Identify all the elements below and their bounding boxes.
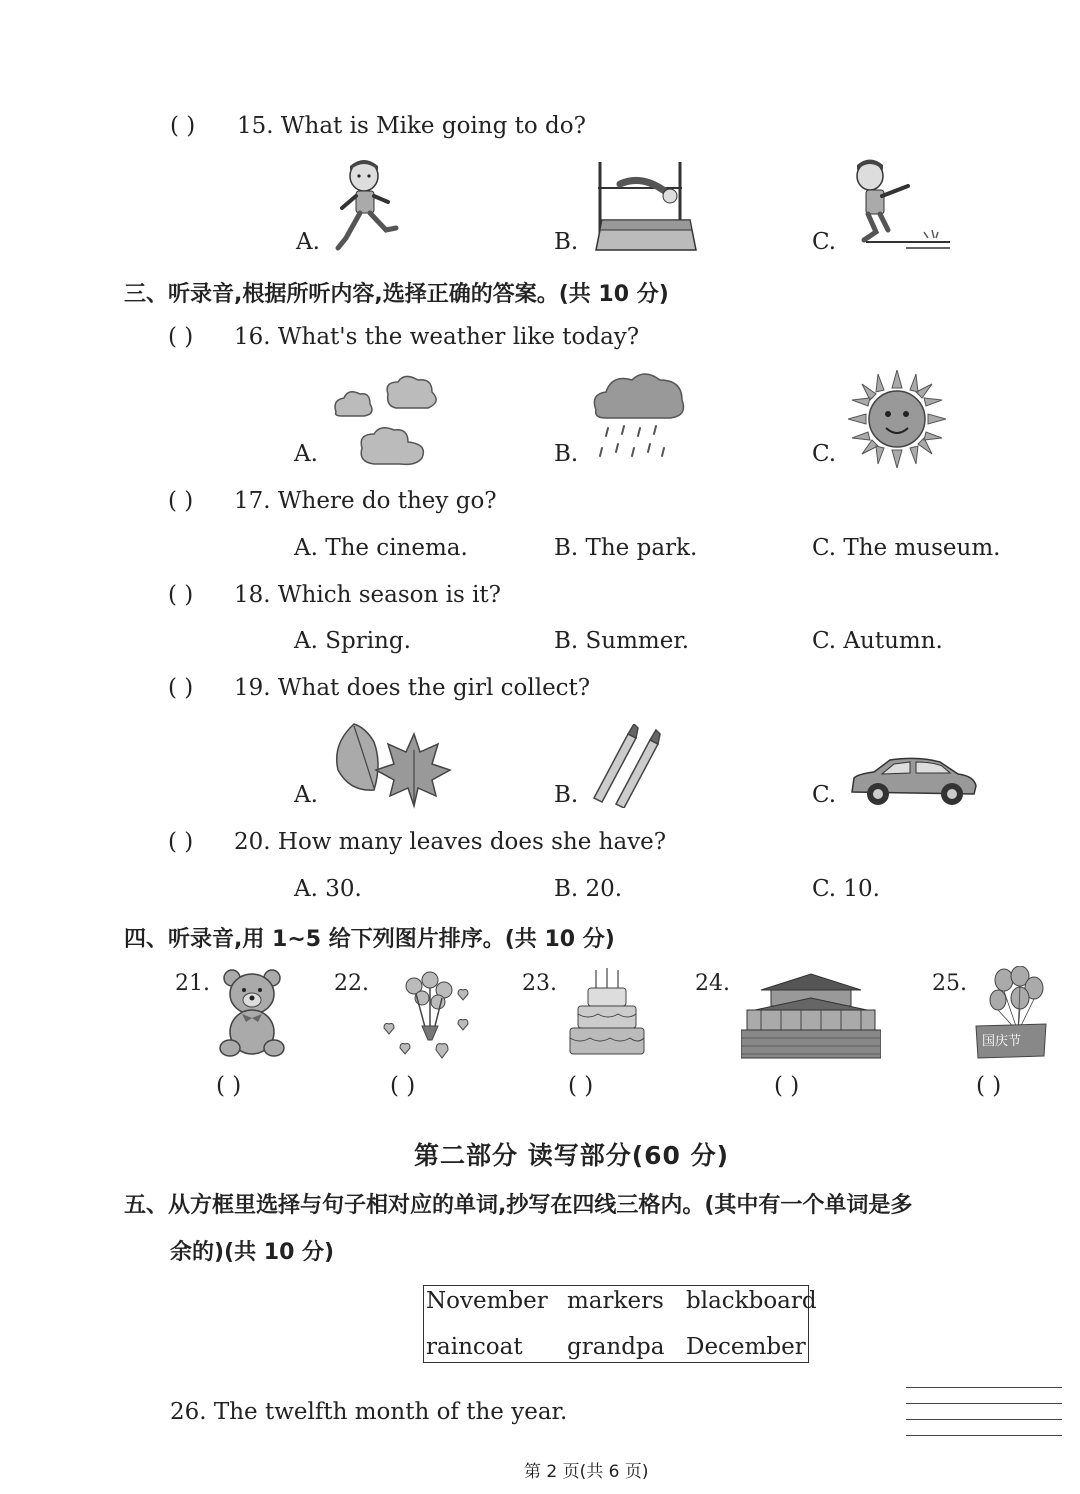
four-line-grid-line[interactable] — [906, 1435, 1062, 1436]
question-19: 19. What does the girl collect? — [234, 675, 591, 701]
answer-paren-25[interactable]: ( ) — [976, 1073, 1002, 1099]
option-15c: C. — [812, 229, 837, 255]
leaves-icon — [330, 720, 454, 810]
order-number-23: 23. — [522, 971, 557, 996]
question-17: 17. Where do they go? — [234, 488, 497, 514]
word-box-item: November — [426, 1288, 548, 1314]
answer-paren-22[interactable]: ( ) — [390, 1073, 416, 1099]
option-17c: C. The museum. — [812, 535, 1001, 561]
order-number-21: 21. — [175, 971, 210, 996]
section-4-title: 四、听录音,用 1~5 给下列图片排序。(共 10 分) — [124, 927, 615, 952]
question-18: 18. Which season is it? — [234, 582, 502, 608]
four-line-grid-line[interactable] — [906, 1419, 1062, 1420]
birthday-cake-icon — [566, 966, 648, 1060]
option-16b: B. — [554, 441, 579, 467]
section-3-title: 三、听录音,根据所听内容,选择正确的答案。(共 10 分) — [124, 282, 669, 307]
answer-paren-20[interactable]: ( ) — [168, 829, 194, 855]
boy-long-jump-icon — [846, 156, 956, 256]
question-20: 20. How many leaves does she have? — [234, 829, 667, 855]
palace-icon — [741, 968, 881, 1060]
word-box-item: markers — [567, 1288, 664, 1314]
option-20a: A. 30. — [294, 876, 362, 902]
markers-icon — [590, 724, 664, 808]
word-box — [423, 1285, 817, 1363]
order-number-22: 22. — [334, 971, 369, 996]
answer-paren-18[interactable]: ( ) — [168, 582, 194, 608]
option-19a: A. — [294, 782, 318, 808]
answer-paren-21[interactable]: ( ) — [216, 1073, 242, 1099]
option-18a: A. Spring. — [294, 628, 411, 654]
question-16: 16. What's the weather like today? — [234, 324, 640, 350]
option-15b: B. — [554, 229, 579, 255]
option-18b: B. Summer. — [554, 628, 690, 654]
question-26: 26. The twelfth month of the year. — [170, 1399, 568, 1425]
boy-high-jump-icon — [590, 158, 700, 256]
option-16a: A. — [294, 441, 318, 467]
option-20c: C. 10. — [812, 876, 880, 902]
flowers-card-icon — [380, 968, 474, 1060]
option-17b: B. The park. — [554, 535, 698, 561]
boy-running-icon — [330, 158, 402, 256]
order-number-25: 25. — [932, 971, 967, 996]
car-icon — [848, 756, 978, 808]
answer-paren-16[interactable]: ( ) — [168, 324, 194, 350]
sun-icon — [848, 370, 946, 468]
option-19c: C. — [812, 782, 837, 808]
question-15: 15. What is Mike going to do? — [237, 113, 586, 139]
answer-paren-24[interactable]: ( ) — [774, 1073, 800, 1099]
option-15a: A. — [296, 229, 320, 255]
answer-paren-23[interactable]: ( ) — [568, 1073, 594, 1099]
order-number-24: 24. — [695, 971, 730, 996]
option-18c: C. Autumn. — [812, 628, 943, 654]
four-line-grid-line[interactable] — [906, 1403, 1062, 1404]
option-19b: B. — [554, 782, 579, 808]
clouds-icon — [330, 372, 448, 468]
rain-cloud-icon — [588, 368, 690, 466]
word-box-item: grandpa — [567, 1334, 665, 1360]
page-footer: 第 2 页(共 6 页) — [524, 1462, 649, 1482]
four-line-grid-line[interactable] — [906, 1387, 1062, 1388]
answer-paren-17[interactable]: ( ) — [168, 488, 194, 514]
option-16c: C. — [812, 441, 837, 467]
part-2-title: 第二部分 读写部分(60 分) — [414, 1141, 730, 1170]
balloon-sign-text: 国庆节 — [982, 1034, 1022, 1049]
option-17a: A. The cinema. — [294, 535, 468, 561]
answer-paren-15[interactable]: ( ) — [170, 113, 196, 139]
teddy-bear-icon — [218, 968, 286, 1060]
word-box-item: raincoat — [426, 1334, 523, 1360]
answer-paren-19[interactable]: ( ) — [168, 675, 194, 701]
word-box-item: blackboard — [686, 1288, 817, 1314]
word-box-item: December — [686, 1334, 806, 1360]
section-5-title-line2: 余的)(共 10 分) — [170, 1240, 335, 1265]
option-20b: B. 20. — [554, 876, 623, 902]
section-5-title-line1: 五、从方框里选择与句子相对应的单词,抄写在四线三格内。(其中有一个单词是多 — [124, 1193, 913, 1218]
